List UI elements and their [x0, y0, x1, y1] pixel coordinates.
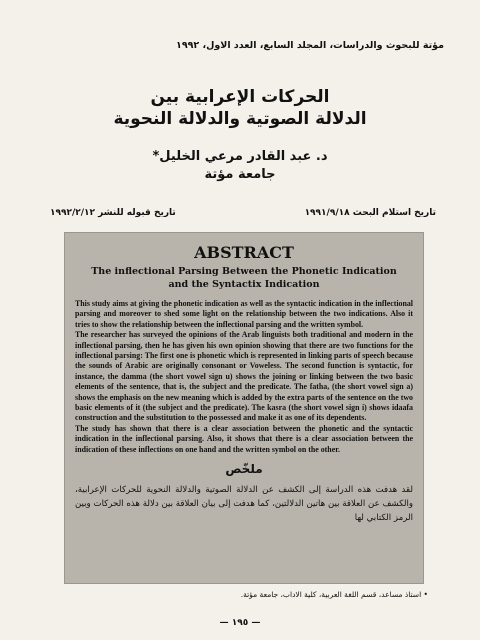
- abstract-subtitle-line-1: The inflectional Parsing Between the Phonetic Indication: [91, 266, 397, 277]
- author-name: د. عبد القادر مرعي الخليل*: [152, 149, 328, 164]
- author-block: [0, 148, 480, 184]
- page-number: — ١٩٥ —: [219, 618, 261, 628]
- article-title: [0, 86, 480, 130]
- abstract-paragraph-2: The researcher has surveyed the opinions of the Arab linguists both traditional and modern in the inflectional parsing, then he has given his own opinion showing that there are two functions for the inflectional parsing: The first one is phonetic which is represented in linking parts of speech because the sounds of Arabic are originally consonant or Voweless. The second function is syntactic, for instance, the damma (the short vowel sign u) shows the joining or linking between the two basic elements of the sentence, that is, the subject and the predicate. The fatha, (the short vowel sign a) shows the emphasis on the new meaning which is added by the extra parts of the sentence on the two basic elements of it (the subject and the predicate). The kasra (the short vowel sign i) shows idaafa construction and the substitution to the possessed and make it as one of its dependents.: [75, 330, 413, 423]
- abstract-body: [75, 299, 413, 455]
- abstract-box: [64, 232, 424, 584]
- abstract-subtitle: [75, 265, 413, 291]
- dates-row: [50, 208, 436, 218]
- title-line-2: الدلالة الصوتية والدلالة النحوية: [113, 109, 367, 129]
- journal-header: مؤتة للبحوث والدراسات، المجلد السابع، العدد الاول، ١٩٩٢: [176, 40, 444, 51]
- accepted-date: تاريخ قبوله للنشر ١٩٩٢/٢/١٢: [50, 208, 176, 218]
- arabic-summary-heading: ملخّص: [225, 462, 263, 477]
- abstract-heading: ABSTRACT: [194, 243, 294, 262]
- abstract-paragraph-1: This study aims at giving the phonetic indication as well as the syntactic indication in the inflectional parsing and moreover to shed some light on the relationship between the two indications. Also it tries to show the relationship between the inflectional parsing and the written symbol.: [75, 299, 413, 329]
- footnote: • استاذ مساعد، قسم اللغة العربية، كلية الاداب، جامعة مؤتة.: [240, 590, 428, 599]
- title-line-1: الحركات الإعرابية بين: [150, 87, 330, 107]
- arabic-summary-text: لقد هدفت هذه الدراسة إلى الكشف عن الدلالة الصوتية والدلالة النحوية للحركات الإعرابية، والكشف عن العلاقة بين هاتين الدلالتين، كما هدفت إلى بيان العلاقة بين دلالة هذه الحركات وبين الرمز الكتابي لها: [75, 485, 413, 524]
- author-affiliation: جامعة مؤتة: [204, 167, 276, 182]
- abstract-paragraph-3: The study has shown that there is a clear association between the phonetic and the syntactic indication in the inflectional parsing. Also, it shows that there is a clear association between the indication of these inflections on one hand and the written symbol on the other.: [75, 423, 413, 454]
- abstract-subtitle-line-2: and the Syntactix Indication: [168, 279, 320, 290]
- received-date: تاريخ استلام البحث ١٩٩١/٩/١٨: [304, 208, 436, 218]
